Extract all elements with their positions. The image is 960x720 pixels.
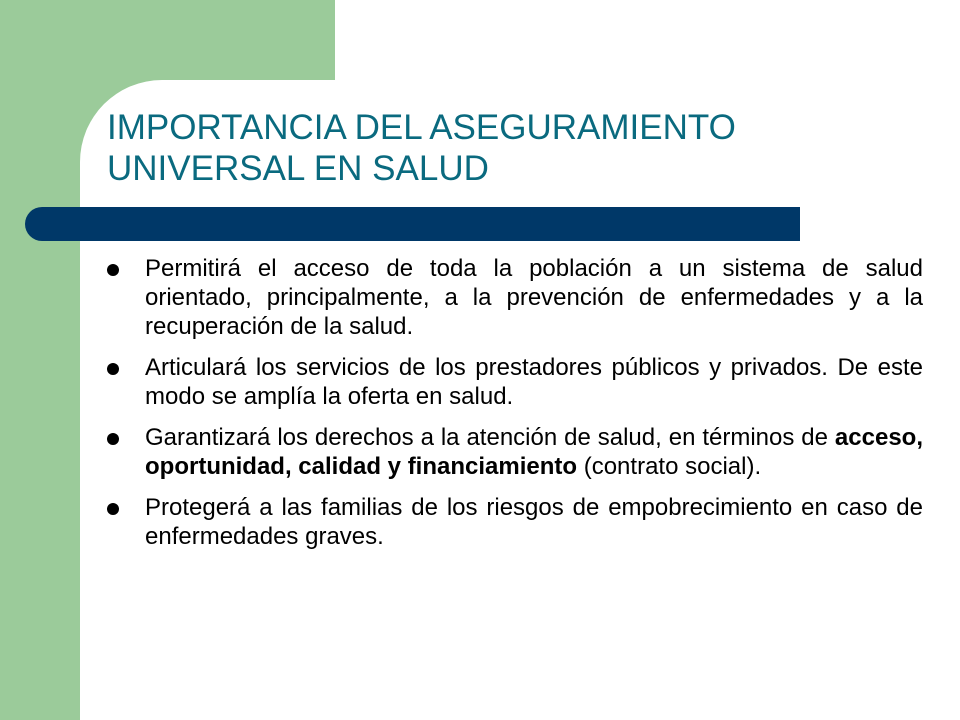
bullet-text: Protegerá a las familias de los riesgos de empobrecimiento en caso de enfermedades graves. bbox=[145, 494, 923, 550]
bullet-dot-icon bbox=[107, 433, 119, 445]
bullet-item bbox=[107, 353, 923, 411]
bullet-text-before: Garantizará los derechos a la atención de salud, en términos de bbox=[145, 424, 835, 451]
bullet-dot-icon bbox=[107, 363, 119, 375]
bullet-dot-icon bbox=[107, 264, 119, 276]
bullet-item bbox=[107, 493, 923, 551]
bullet-item bbox=[107, 254, 923, 341]
title-underline-bar bbox=[25, 207, 800, 241]
bullet-dot-icon bbox=[107, 503, 119, 515]
slide-title bbox=[107, 107, 907, 189]
bullet-item bbox=[107, 423, 923, 481]
bullet-text: Permitirá el acceso de toda la población a un sistema de salud orientado, principalmente, a la prevención de enfermedades y a la recuperación de la salud. bbox=[145, 255, 923, 340]
bullet-text-bold: acceso, oportunidad, calidad y financiamiento bbox=[145, 424, 923, 480]
slide-title-line-2: UNIVERSAL EN SALUD bbox=[107, 149, 489, 188]
slide-title-line-1: IMPORTANCIA DEL ASEGURAMIENTO bbox=[107, 108, 736, 147]
bullet-text-after: (contrato social). bbox=[577, 453, 762, 480]
bullet-list bbox=[107, 254, 923, 563]
bullet-text: Articulará los servicios de los prestadores públicos y privados. De este modo se amplía la oferta en salud. bbox=[145, 354, 923, 410]
